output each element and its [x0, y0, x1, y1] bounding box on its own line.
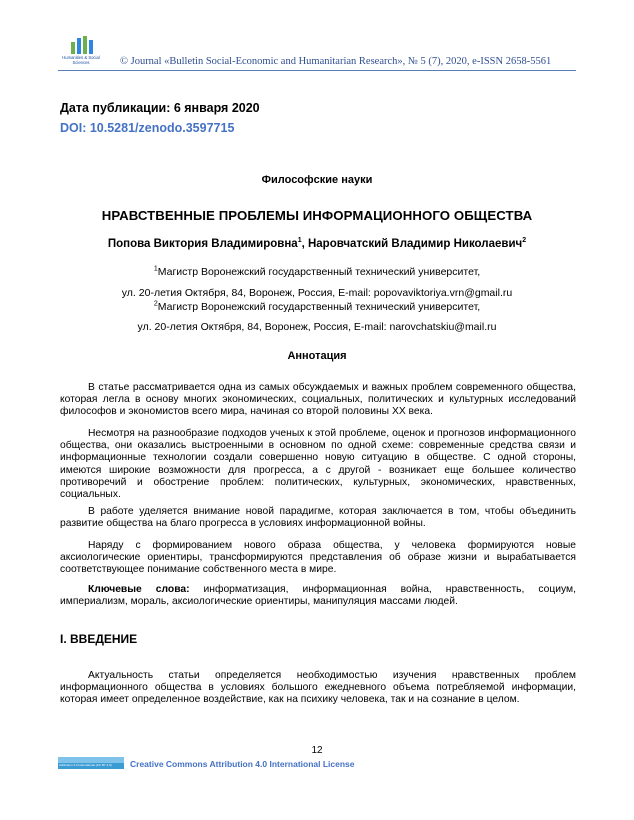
publication-date: Дата публикации: 6 января 2020: [60, 101, 260, 115]
annotation-paragraph-2: Несмотря на разнообразие подходов ученых к этой проблеме, оценок и прогнозов информационного общества, они оказались выстроенными в основном по одной схеме: современные средства связи и информационные технологии создали совершенно новую ситуацию в обществе. С одной стороны, имеются широкие возможности для прогресса, а с другой - возникает еще большее количество противоречий и обострение проблем: политических, культурных, экономических, нравственных, социальных.: [60, 428, 576, 501]
header-divider: [58, 70, 576, 71]
journal-logo: [56, 36, 106, 70]
annotation-heading: Аннотация: [287, 350, 347, 362]
keywords-label: Ключевые слова:: [88, 584, 190, 595]
affiliation-1-line1: $^1$Магистр Воронежский государственный технический университет,: [153, 265, 481, 278]
annotation-paragraph-3: В работе уделяется внимание новой парадигме, которая заключается в том, чтобы объединить развитие общества на благо прогресса в условиях информационной войны.: [60, 506, 576, 530]
author-2-sup: 2: [522, 237, 527, 245]
annotation-paragraph-1: В статье рассматривается одна из самых обсуждаемых и важных проблем современного общества, которая легла в основу многих экономических, социальных, политических и культурных исследований философов и экономистов всего мира, начиная со второй половины XX века.: [60, 382, 576, 418]
annotation-paragraph-4: Наряду с формированием нового образа общества, у человека формируются новые аксиологические ориентиры, трансформируются представления об образе жизни и вырабатывается соответствующее понимание собственного места в мире.: [60, 540, 576, 576]
cc-license-badge[interactable]: [58, 757, 124, 769]
logo-bars-icon: [70, 36, 94, 54]
affiliation-2-line1: $^2$Магистр Воронежский государственный технический университет,: [153, 300, 481, 313]
doi-link[interactable]: DOI: 10.5281/zenodo.3597715: [60, 121, 235, 135]
cc-badge-text: Attribution 4.0 International (CC BY 4.0): [59, 763, 112, 767]
intro-paragraph: Актуальность статьи определяется необходимостью изучения нравственных проблем информационного общества в условиях большого ежедневного объема потребляемой информации, которая имеет определенное воздействие, как на психику человека, так и на сознание в целом.: [60, 670, 576, 706]
keywords: [60, 584, 576, 608]
logo-caption: Humanities & Social Sciences: [62, 55, 100, 65]
affiliation-1-line2: ул. 20-летия Октября, 84, Воронеж, Россия, E-mail: popovaviktoriya.vrn@gmail.ru: [121, 287, 513, 299]
authors: Попова Виктория Владимировна$^1$, Наровчатский Владимир Николаевич$^2$: [107, 237, 527, 250]
author-2: Наровчатский Владимир Николаевич: [307, 238, 523, 250]
author-1: Попова Виктория Владимировна: [107, 238, 298, 250]
article-title: НРАВСТВЕННЫЕ ПРОБЛЕМЫ ИНФОРМАЦИОННОГО ОБЩЕСТВА: [101, 208, 533, 223]
intro-heading: I. ВВЕДЕНИЕ: [60, 632, 138, 646]
author-1-sup: 1: [297, 237, 302, 245]
affiliation-2-line2: ул. 20-летия Октября, 84, Воронеж, Россия, E-mail: narovchatskiu@mail.ru: [137, 321, 497, 333]
page-number: 12: [311, 745, 323, 756]
license-link[interactable]: Creative Commons Attribution 4.0 International License: [130, 759, 355, 769]
keywords-text: информатизация, информационная война, нравственность, социум, империализм, мораль, аксиологические ориентиры, манипуляция массами людей.: [60, 584, 576, 608]
journal-header: © Journal «Bulletin Social-Economic and Humanitarian Research», № 5 (7), 2020, e-ISSN 2658-5561: [120, 56, 552, 67]
section-heading: Философские науки: [261, 174, 373, 186]
